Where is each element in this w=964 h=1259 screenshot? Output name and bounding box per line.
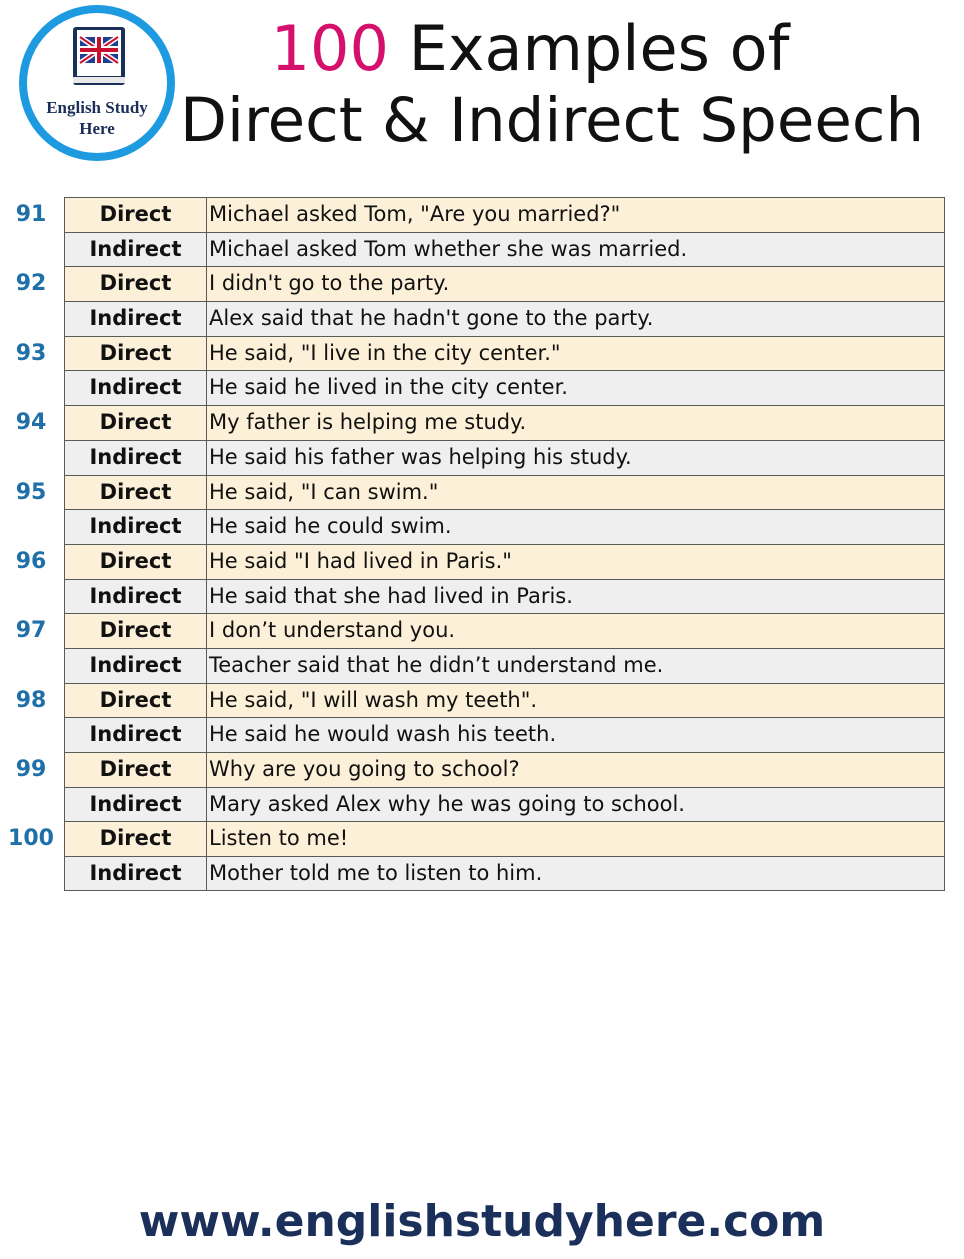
footer-url: www.englishstudyhere.com bbox=[138, 1196, 826, 1247]
direct-row bbox=[15, 613, 945, 648]
indirect-sentence: Mary asked Alex why he was going to school. bbox=[209, 791, 685, 816]
direct-label: Direct bbox=[65, 337, 207, 371]
indirect-row bbox=[64, 232, 945, 267]
example-number: 94 bbox=[15, 410, 47, 436]
direct-label: Direct bbox=[65, 545, 207, 579]
direct-label: Direct bbox=[65, 267, 207, 301]
example-number: 95 bbox=[15, 479, 47, 505]
indirect-row bbox=[64, 856, 945, 891]
example-number: 100 bbox=[8, 826, 54, 852]
indirect-label: Indirect bbox=[65, 441, 207, 475]
example-number: 92 bbox=[15, 271, 47, 297]
direct-sentence: He said, "I live in the city center." bbox=[209, 340, 561, 365]
indirect-sentence: He said his father was helping his study. bbox=[209, 444, 632, 469]
direct-label: Direct bbox=[65, 198, 207, 232]
direct-sentence: He said "I had lived in Paris." bbox=[209, 548, 512, 573]
logo-text-line2: Here bbox=[79, 119, 115, 138]
direct-label: Direct bbox=[65, 822, 207, 856]
indirect-sentence: He said he could swim. bbox=[209, 514, 452, 539]
direct-label: Direct bbox=[65, 753, 207, 787]
indirect-row bbox=[64, 648, 945, 683]
indirect-label: Indirect bbox=[65, 580, 207, 614]
indirect-label: Indirect bbox=[65, 233, 207, 267]
direct-row bbox=[15, 405, 945, 440]
indirect-label: Indirect bbox=[65, 649, 207, 683]
example-number: 93 bbox=[15, 340, 47, 366]
indirect-label: Indirect bbox=[65, 510, 207, 544]
title-number: 100 bbox=[270, 12, 389, 85]
indirect-row bbox=[64, 301, 945, 336]
site-logo bbox=[19, 5, 175, 161]
indirect-row bbox=[64, 370, 945, 405]
direct-row bbox=[15, 752, 945, 787]
page-title-line2: Direct & Indirect Speech bbox=[180, 85, 925, 156]
indirect-sentence: Mother told me to listen to him. bbox=[209, 861, 543, 886]
indirect-sentence: He said he lived in the city center. bbox=[209, 375, 568, 400]
example-number: 98 bbox=[15, 687, 47, 713]
indirect-sentence: Alex said that he hadn't gone to the party. bbox=[209, 306, 654, 331]
direct-sentence: I didn't go to the party. bbox=[209, 271, 450, 296]
direct-sentence: I don’t understand you. bbox=[209, 618, 456, 643]
direct-sentence: Why are you going to school? bbox=[209, 757, 520, 781]
indirect-sentence: He said he would wash his teeth. bbox=[209, 722, 557, 747]
direct-label: Direct bbox=[65, 406, 207, 440]
page-title-line1 bbox=[180, 14, 880, 84]
logo-badge bbox=[27, 13, 167, 153]
indirect-sentence: Michael asked Tom whether she was married. bbox=[209, 236, 688, 261]
indirect-sentence: Teacher said that he didn’t understand me. bbox=[209, 652, 664, 677]
indirect-row bbox=[64, 787, 945, 822]
indirect-label: Indirect bbox=[65, 302, 207, 336]
direct-sentence: My father is helping me study. bbox=[209, 410, 527, 435]
direct-sentence: Listen to me! bbox=[209, 826, 349, 851]
indirect-row bbox=[64, 509, 945, 544]
indirect-label: Indirect bbox=[65, 788, 207, 822]
direct-row bbox=[15, 336, 945, 371]
logo-text-line1: English Study bbox=[46, 98, 148, 117]
direct-label: Direct bbox=[65, 684, 207, 718]
direct-sentence: He said, "I will wash my teeth". bbox=[209, 687, 538, 712]
direct-row bbox=[15, 683, 945, 718]
direct-row bbox=[15, 475, 945, 510]
example-number: 99 bbox=[15, 757, 47, 782]
indirect-row bbox=[64, 440, 945, 475]
direct-sentence: Michael asked Tom, "Are you married?" bbox=[209, 202, 621, 226]
indirect-label: Indirect bbox=[65, 371, 207, 405]
indirect-label: Indirect bbox=[65, 718, 207, 752]
indirect-row bbox=[64, 717, 945, 752]
direct-row bbox=[15, 197, 945, 232]
example-number: 91 bbox=[15, 202, 47, 227]
indirect-label: Indirect bbox=[65, 857, 207, 890]
title-line1-rest: Examples of bbox=[388, 12, 790, 85]
indirect-row bbox=[64, 579, 945, 614]
direct-label: Direct bbox=[65, 476, 207, 510]
indirect-sentence: He said that she had lived in Paris. bbox=[209, 583, 573, 608]
example-number: 97 bbox=[15, 618, 47, 644]
direct-label: Direct bbox=[65, 614, 207, 648]
direct-row bbox=[8, 821, 945, 856]
examples-table bbox=[8, 197, 945, 891]
example-number: 96 bbox=[15, 548, 47, 574]
direct-sentence: He said, "I can swim." bbox=[209, 479, 439, 504]
direct-row bbox=[15, 266, 945, 301]
direct-row bbox=[15, 544, 945, 579]
